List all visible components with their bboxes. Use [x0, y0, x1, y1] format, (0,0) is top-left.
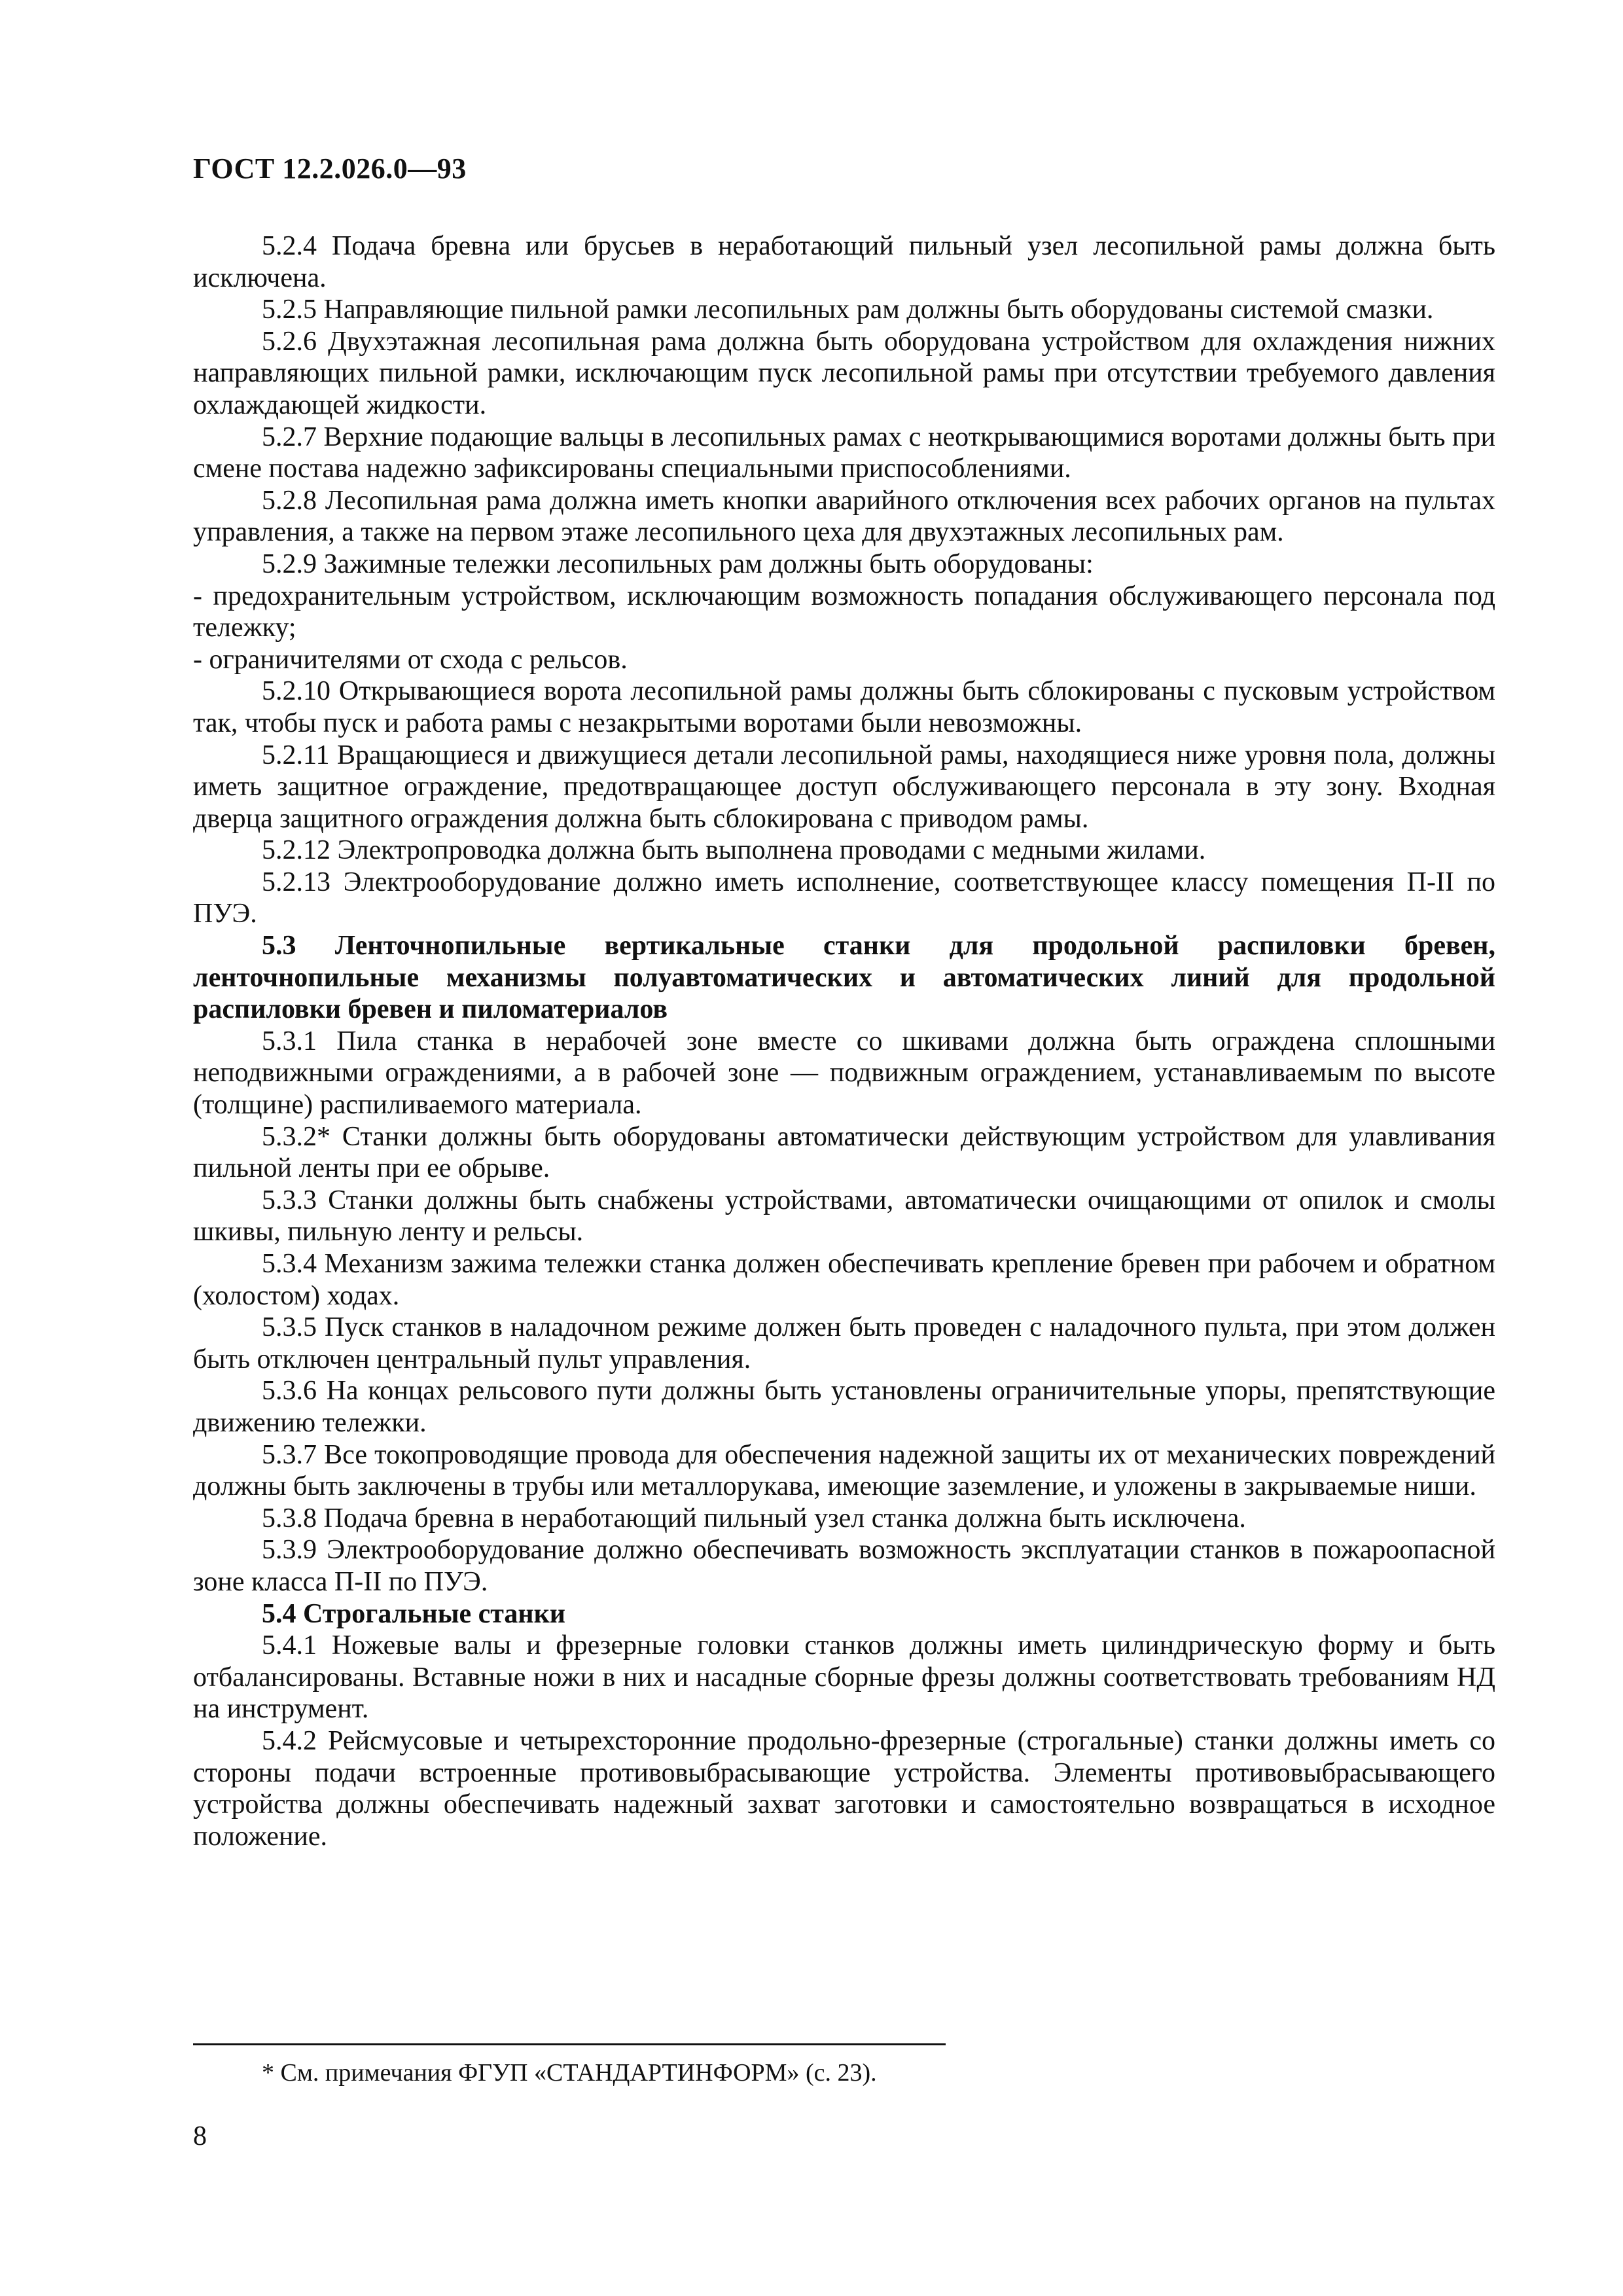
list-item: - предохранительным устройством, исключающим возможность попадания обслуживающего персонала под тележку;	[193, 581, 1495, 643]
paragraph: 5.2.5 Направляющие пильной рамки лесопильных рам должны быть оборудованы системой смазки.	[262, 295, 1434, 325]
paragraph: 5.4.1 Ножевые валы и фрезерные головки станков должны иметь цилиндрическую форму и быть отбалансированы. Вставные ножи в них и насадные сборные фрезы должны соответствовать требованиям НД на инструмент.	[193, 1630, 1495, 1725]
document-header: ГОСТ 12.2.026.0—93	[193, 152, 467, 185]
paragraph: 5.4.2 Рейсмусовые и четырехсторонние продольно-фрезерные (строгальные) станки должны иметь со стороны подачи встроенные противовыбрасывающие устройства. Элементы противовыбрасывающего устройства должны обеспечивать надежный захват заготовки и самостоятельно возвращаться в исходное положение.	[193, 1725, 1495, 1852]
section-heading: 5.3 Ленточнопильные вертикальные станки для продольной распиловки бревен, ленточнопильные механизмы полуавтоматических и автоматических линий для продольной распиловки бревен и пиломатериалов	[193, 931, 1495, 1025]
footnote-separator	[193, 2043, 946, 2045]
page-number: 8	[193, 2121, 207, 2151]
paragraph: 5.3.3 Станки должны быть снабжены устройствами, автоматически очищающими от опилок и смолы шкивы, пильную ленту и рельсы.	[193, 1185, 1495, 1247]
paragraph: 5.3.2* Станки должны быть оборудованы автоматически действующим устройством для улавливания пильной ленты при ее обрыве.	[193, 1121, 1495, 1184]
list-item: - ограничителями от схода с рельсов.	[193, 644, 628, 675]
paragraph: 5.3.1 Пила станка в нерабочей зоне вместе со шкивами должна быть ограждена сплошными неподвижными ограждениями, а в рабочей зоне — подвижным ограждением, устанавливаемым по высоте (толщине) распиливаемого материала.	[193, 1026, 1495, 1121]
paragraph: 5.2.6 Двухэтажная лесопильная рама должна быть оборудована устройством для охлаждения нижних направляющих пильной рамки, исключающим пуск лесопильной рамы при отсутствии требуемого давления охлаждающей жидкости.	[193, 326, 1495, 420]
paragraph: 5.3.5 Пуск станков в наладочном режиме должен быть проведен с наладочного пульта, при этом должен быть отключен центральный пульт управления.	[193, 1312, 1495, 1374]
paragraph: 5.3.4 Механизм зажима тележки станка должен обеспечивать крепление бревен при рабочем и обратном (холостом) ходах.	[193, 1249, 1495, 1311]
paragraph: 5.2.13 Электрооборудование должно иметь исполнение, соответствующее классу помещения П-II по ПУЭ.	[193, 867, 1495, 929]
footnote: * См. примечания ФГУП «СТАНДАРТИНФОРМ» (с. 23).	[262, 2059, 877, 2087]
section-heading: 5.4 Строгальные станки	[262, 1598, 566, 1629]
paragraph: 5.2.12 Электропроводка должна быть выполнена проводами с медными жилами.	[262, 835, 1206, 866]
paragraph: 5.3.6 На концах рельсового пути должны быть установлены ограничительные упоры, препятствующие движению тележки.	[193, 1376, 1495, 1438]
paragraph: 5.3.7 Все токопроводящие провода для обеспечения надежной защиты их от механических повреждений должны быть заключены в трубы или металлорукава, имеющие заземление, и уложены в закрываемые ниши.	[193, 1439, 1495, 1502]
paragraph: 5.2.11 Вращающиеся и движущиеся детали лесопильной рамы, находящиеся ниже уровня пола, должны иметь защитное ограждение, предотвращающее доступ обслуживающего персонала в эту зону. Входная дверца защитного ограждения должна быть сблокирована с приводом рамы.	[193, 740, 1495, 834]
paragraph: 5.2.8 Лесопильная рама должна иметь кнопки аварийного отключения всех рабочих органов на пультах управления, а также на первом этаже лесопильного цеха для двухэтажных лесопильных рам.	[193, 485, 1495, 548]
body-text	[193, 230, 1495, 1852]
paragraph: 5.3.9 Электрооборудование должно обеспечивать возможность эксплуатации станков в пожароопасной зоне класса П-II по ПУЭ.	[193, 1535, 1495, 1597]
paragraph: 5.3.8 Подача бревна в неработающий пильный узел станка должна быть исключена.	[262, 1503, 1246, 1534]
paragraph: 5.2.7 Верхние подающие вальцы в лесопильных рамах с неоткрывающимися воротами должны быть при смене постава надежно зафиксированы специальными приспособлениями.	[193, 422, 1495, 484]
paragraph: 5.2.10 Открывающиеся ворота лесопильной рамы должны быть сблокированы с пусковым устройством так, чтобы пуск и работа рамы с незакрытыми воротами были невозможны.	[193, 676, 1495, 738]
paragraph: 5.2.4 Подача бревна или брусьев в неработающий пильный узел лесопильной рамы должна быть исключена.	[193, 231, 1495, 293]
paragraph: 5.2.9 Зажимные тележки лесопильных рам должны быть оборудованы:	[262, 548, 1094, 579]
